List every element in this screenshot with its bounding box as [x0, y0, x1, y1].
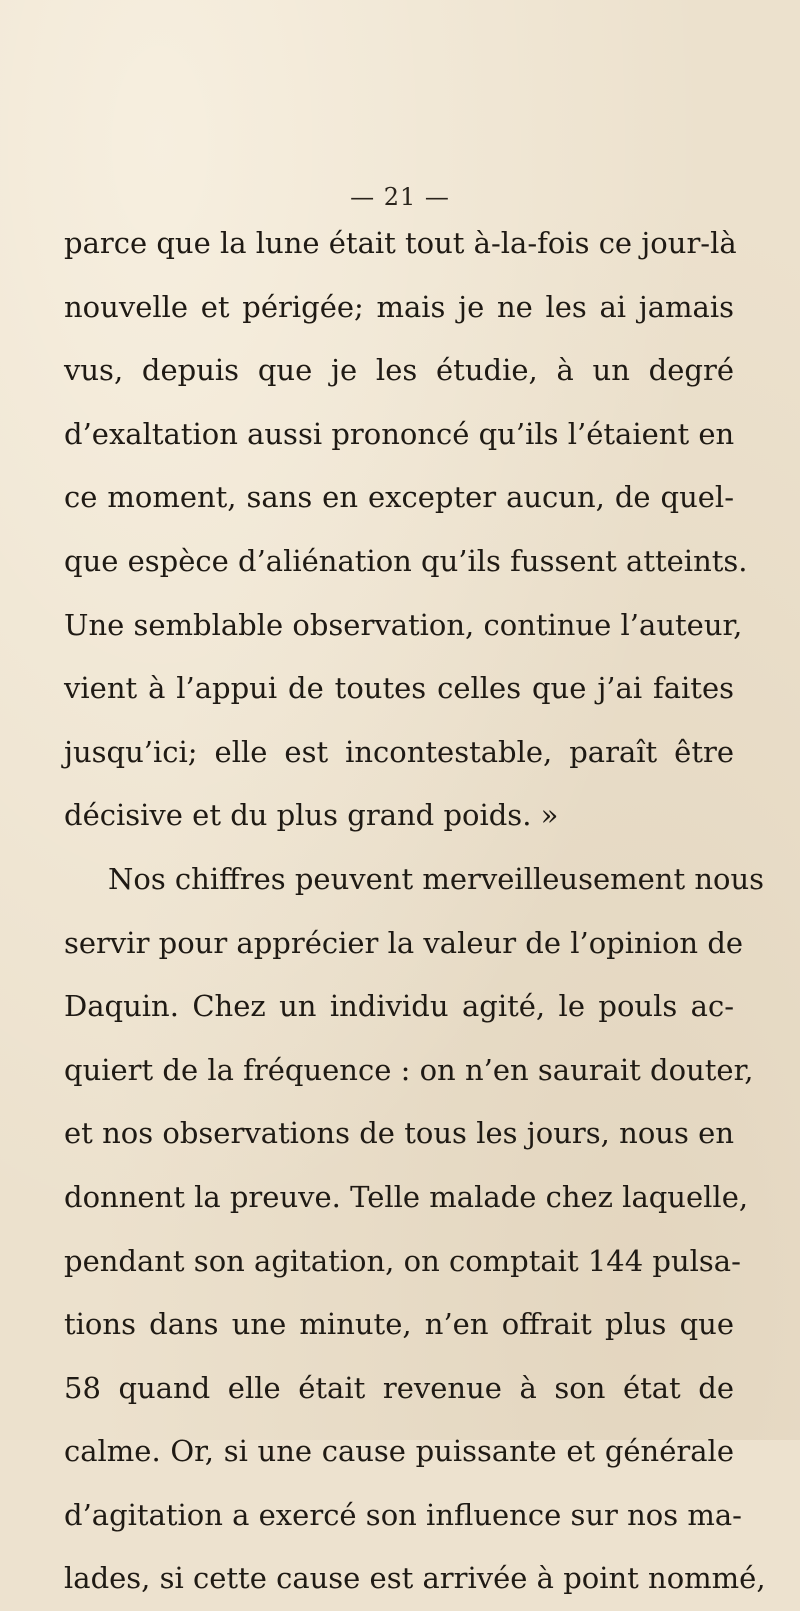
text-line: jusqu’ici; elle est incontestable, paraît être: [64, 734, 734, 769]
text-line: parce que la lune était tout à-la-fois ce jour-là: [64, 226, 737, 260]
text-line: Daquin. Chez un individu agité, le pouls ac-: [64, 989, 734, 1024]
text-line: donnent la preuve. Telle malade chez laquelle,: [64, 1179, 749, 1214]
text-line: calme. Or, si une cause puissante et générale: [64, 1434, 734, 1469]
text-line: tions dans une minute, n’en offrait plus que: [64, 1307, 734, 1342]
text-line: nouvelle et périgée; mais je ne les ai jamais: [64, 289, 734, 324]
text-line: décisive et du plus grand poids. »: [64, 798, 559, 833]
text-line: que espèce d’aliénation qu’ils fussent atteints.: [64, 543, 748, 578]
text-line: vus, depuis que je les étudie, à un degré: [64, 353, 734, 388]
paragraph-start-line: Nos chiffres peuvent merveilleusement nous: [108, 861, 765, 896]
text-line: Une semblable observation, continue l’auteur,: [64, 607, 743, 642]
body-text: [64, 212, 766, 1611]
text-line: d’agitation a exercé son influence sur nos ma-: [64, 1497, 742, 1532]
text-line: 58 quand elle était revenue à son état de: [64, 1370, 734, 1405]
text-line: lades, si cette cause est arrivée à point nommé,: [64, 1561, 766, 1596]
text-line: d’exaltation aussi prononcé qu’ils l’étaient en: [64, 416, 735, 451]
text-line: ce moment, sans en excepter aucun, de quel-: [64, 480, 734, 515]
text-line: et nos observations de tous les jours, nous en: [64, 1116, 734, 1151]
text-line: pendant son agitation, on comptait 144 pulsa-: [64, 1243, 741, 1278]
text-line: vient à l’appui de toutes celles que j’ai faites: [64, 671, 734, 706]
page-number-header: — 21 —: [350, 183, 450, 211]
text-line: quiert de la fréquence : on n’en saurait douter,: [64, 1052, 754, 1087]
text-line: servir pour apprécier la valeur de l’opinion de: [64, 925, 744, 960]
